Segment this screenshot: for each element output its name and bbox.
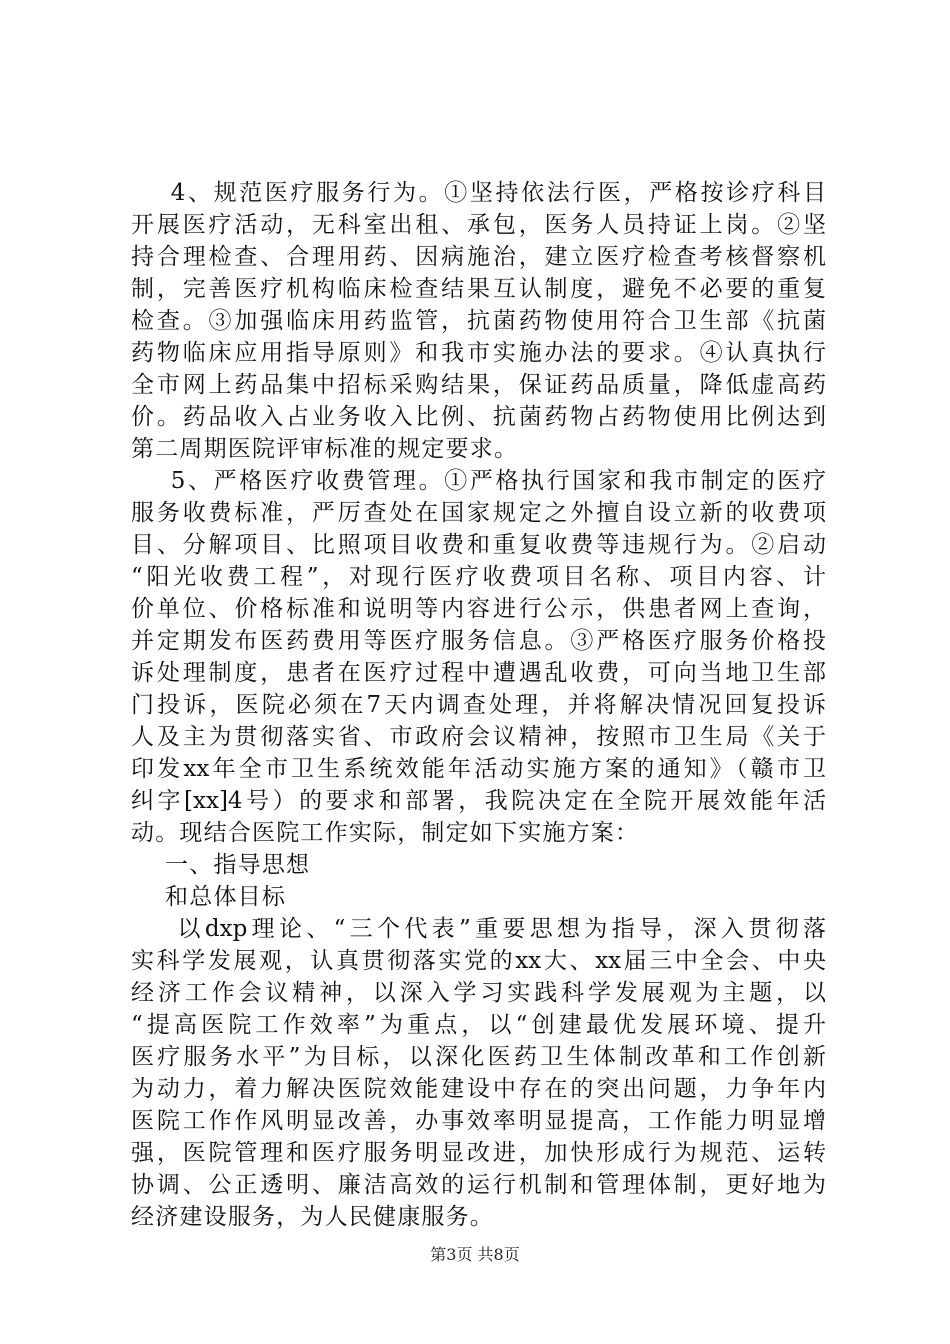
text-line: 检查。③加强临床用药监管，抗菌药物使用符合卫生部《抗菌 [131,308,826,334]
text-line: 开展医疗活动，无科室出租、承包，医务人员持证上岗。②坚 [131,212,826,238]
text-line: 经济工作会议精神，以深入学习实践科学发展观为主题，以 [131,980,826,1006]
text-line: 印发xx年全市卫生系统效能年活动实施方案的通知》（赣市卫 [131,756,826,782]
text-line: 目、分解项目、比照项目收费和重复收费等违规行为。②启动 [131,532,826,558]
text-line: 并定期发布医药费用等医疗服务信息。③严格医疗服务价格投 [131,628,826,654]
text-line: 价单位、价格标准和说明等内容进行公示，供患者网上查询， [131,596,826,622]
text-line: 4、规范医疗服务行为。①坚持依法行医，严格按诊疗科目 [131,180,826,206]
text-line: 制，完善医疗机构临床检查结果互认制度，避免不必要的重复 [131,276,826,302]
text-line: 纠字[xx]4号）的要求和部署，我院决定在全院开展效能年活 [131,788,826,814]
text-line: 动。现结合医院工作实际，制定如下实施方案： [131,820,640,846]
text-line: 人及主为贯彻落实省、市政府会议精神，按照市卫生局《关于 [131,724,826,750]
text-line: 第二周期医院评审标准的规定要求。 [131,436,519,462]
text-line: 医疗服务水平”为目标，以深化医药卫生体制改革和工作创新 [131,1044,826,1070]
text-line: 为动力，着力解决医院效能建设中存在的突出问题，力争年内 [131,1076,826,1102]
text-line: 以dxp理论、“三个代表”重要思想为指导，深入贯彻落 [131,916,826,942]
text-line: “阳光收费工程”，对现行医疗收费项目名称、项目内容、计 [131,564,826,590]
text-line: 经济建设服务，为人民健康服务。 [131,1204,494,1230]
text-line: 门投诉，医院必须在7天内调查处理，并将解决情况回复投诉 [131,692,826,718]
text-line: 药物临床应用指导原则》和我市实施办法的要求。④认真执行 [131,340,826,366]
text-line: “提高医院工作效率”为重点，以“创建最优发展环境、提升 [131,1012,826,1038]
text-line: 诉处理制度，患者在医疗过程中遭遇乱收费，可向当地卫生部 [131,660,826,686]
text-line: 服务收费标准，严厉查处在国家规定之外擅自设立新的收费项 [131,500,826,526]
text-line: 医院工作作风明显改善，办事效率明显提高，工作能力明显增 [131,1108,826,1134]
text-line: 协调、公正透明、廉洁高效的运行机制和管理体制，更好地为 [131,1172,826,1198]
text-line: 强，医院管理和医疗服务明显改进，加快形成行为规范、运转 [131,1140,826,1166]
section-heading: 和总体目标 [131,884,287,910]
text-line: 实科学发展观，认真贯彻落实党的xx大、xx届三中全会、中央 [131,948,826,974]
text-line: 价。药品收入占业务收入比例、抗菌药物占药物使用比例达到 [131,404,826,430]
section-heading: 一、指导思想 [131,852,311,878]
text-line: 持合理检查、合理用药、因病施治，建立医疗检查考核督察机 [131,244,826,270]
text-line: 全市网上药品集中招标采购结果，保证药品质量，降低虚高药 [131,372,826,398]
text-line: 5、严格医疗收费管理。①严格执行国家和我市制定的医疗 [131,468,826,494]
page-number-footer: 第3页 共8页 [430,1245,520,1264]
